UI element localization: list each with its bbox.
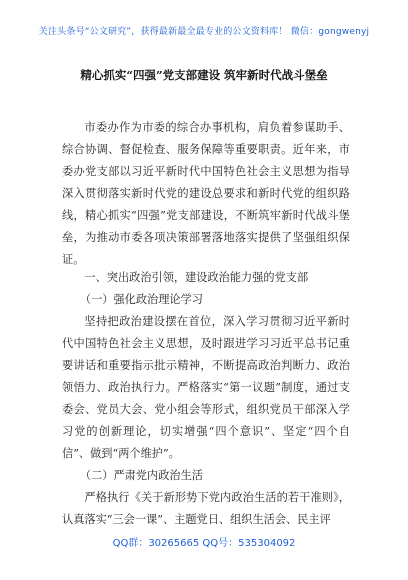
document-body-section [62,267,350,531]
subsection-heading: （一）强化政治理论学习 [79,293,203,306]
footer-contact: QQ群：30265665 QQ号：535304092 [112,538,296,549]
header-notice: 关注头条号“公文研究”，获得最新最全最专业的公文资料库！ 微信：gongwenyj [38,27,370,37]
subsection-paragraph: 坚持把政治建设摆在首位，深入学习贯彻习近平新时代中国特色社会主义思想，及时跟进学习习近平总书记重要讲话和重要指示批示精神，不断提高政治判断力、政治领悟力、政治执行力。严格落实“第一议题”制度，通过支委会、党员大会、党小组会等形式，组织党员干部深入学习党的创新理论，切实增强“四个意识”、坚定“四个自信”、做到“两个维护”。 [62,315,350,460]
subsection-heading: （二）严肃党内政治生活 [79,469,203,482]
intro-paragraph: 市委办作为市委的综合办事机构，肩负着参谋助手、综合协调、督促检查、服务保障等重要职责。近年来，市委办党支部以习近平新时代中国特色社会主义思想为指导深入贯彻落实新时代党的建设总要求和新时代党的组织路线，精心抓实“四强”党支部建设，不断筑牢新时代战斗堡垒，为推动市委各项决策部署落地落实提供了坚强组织保证。 [62,121,350,266]
subsection-paragraph: 严格执行《关于新形势下党内政治生活的若干准则》，认真落实“三会一课”、主题党日、组织生活会、民主评 [62,491,350,526]
document-title: 精心抓实“四强”党支部建设 筑牢新时代战斗堡垒 [80,68,328,82]
document-body [62,117,350,271]
section-heading: 一、突出政治引领，建设政治能力强的党支部 [84,271,309,284]
